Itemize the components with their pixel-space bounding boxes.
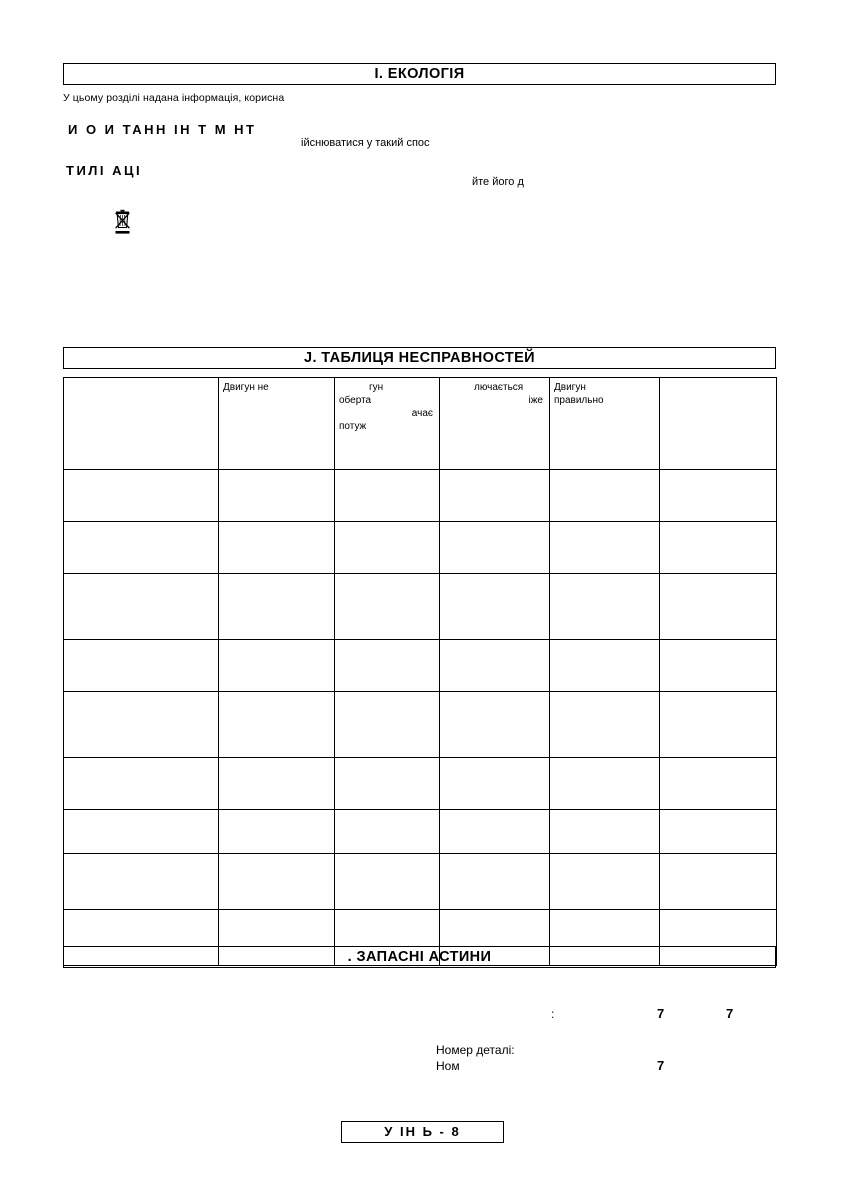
table-cell xyxy=(440,640,550,692)
table-row xyxy=(64,758,777,810)
section-header-troubleshooting: J. ТАБЛИЦЯ НЕСПРАВНОСТЕЙ xyxy=(63,347,776,369)
table-cell xyxy=(335,810,440,854)
table-header-cell-engine-not-start: Двигун не xyxy=(219,378,335,470)
table-cell xyxy=(335,522,440,574)
table-row xyxy=(64,640,777,692)
table-row xyxy=(64,692,777,758)
table-cell xyxy=(219,854,335,910)
ecology-intro-text: У цьому розділі надана інформація, корисна xyxy=(63,92,285,104)
ecology-subheading-recycling: ТИЛІ АЦІ xyxy=(66,163,143,178)
table-cell xyxy=(64,640,219,692)
table-cell xyxy=(440,470,550,522)
table-cell xyxy=(550,522,660,574)
table-cell xyxy=(64,470,219,522)
table-cell xyxy=(550,758,660,810)
table-cell xyxy=(219,522,335,574)
table-cell xyxy=(550,810,660,854)
table-cell xyxy=(219,758,335,810)
table-cell xyxy=(440,692,550,758)
table-cell xyxy=(660,810,777,854)
table-row xyxy=(64,854,777,910)
section-header-ecology: I. ЕКОЛОГІЯ xyxy=(63,63,776,85)
table-header-row xyxy=(64,378,777,470)
table-cell xyxy=(64,854,219,910)
table-cell xyxy=(335,854,440,910)
table-cell xyxy=(660,522,777,574)
table-header-cell-engine-runs-correctly: Двигун правильно xyxy=(550,378,660,470)
spare-parts-part-number-label: Номер деталі: xyxy=(436,1043,515,1057)
ecology-body-line-2: йте його д xyxy=(472,176,524,188)
table-cell xyxy=(64,522,219,574)
table-cell xyxy=(219,810,335,854)
table-cell xyxy=(440,810,550,854)
table-cell xyxy=(660,758,777,810)
table-cell xyxy=(550,854,660,910)
table-cell xyxy=(440,574,550,640)
table-row xyxy=(64,522,777,574)
table-header-cell-engine-power: гун оберта ачає потуж xyxy=(335,378,440,470)
footer-page-marker: У ІН Ь - 8 xyxy=(341,1121,504,1143)
table-cell xyxy=(335,470,440,522)
table-cell xyxy=(660,574,777,640)
table-row xyxy=(64,470,777,522)
table-cell xyxy=(660,692,777,758)
table-row xyxy=(64,574,777,640)
table-header-cell-symptom xyxy=(64,378,219,470)
spare-parts-value-2: 7 xyxy=(726,1006,734,1021)
table-cell xyxy=(335,574,440,640)
spare-parts-num-label: Ном xyxy=(436,1059,460,1073)
table-cell xyxy=(64,574,219,640)
table-cell xyxy=(550,692,660,758)
table-cell xyxy=(64,692,219,758)
table-cell xyxy=(440,854,550,910)
table-cell xyxy=(64,758,219,810)
table-row xyxy=(64,810,777,854)
table-cell xyxy=(440,522,550,574)
table-cell xyxy=(219,574,335,640)
table-cell xyxy=(219,640,335,692)
section-header-spare-parts: . ЗАПАСНІ АСТИНИ xyxy=(63,946,776,968)
spare-parts-value-3: 7 xyxy=(657,1058,665,1073)
table-cell xyxy=(660,470,777,522)
table-cell xyxy=(219,692,335,758)
table-cell xyxy=(440,758,550,810)
table-cell xyxy=(64,810,219,854)
table-cell xyxy=(335,692,440,758)
table-cell xyxy=(660,854,777,910)
spare-parts-value-1: 7 xyxy=(657,1006,665,1021)
crossed-out-wheelie-bin-icon xyxy=(112,209,136,239)
ecology-subheading-disposal: И О И ТАНН ІН Т М НТ xyxy=(68,122,257,137)
ecology-body-line-1: ійснюватися у такий спос xyxy=(301,137,430,149)
table-cell xyxy=(660,640,777,692)
table-cell xyxy=(335,758,440,810)
troubleshooting-table xyxy=(63,377,777,966)
table-header-cell-remedy xyxy=(660,378,777,470)
table-cell xyxy=(335,640,440,692)
spare-parts-colon: : xyxy=(551,1007,555,1021)
table-cell xyxy=(219,470,335,522)
table-header-cell-engine-overheat: лючається іже xyxy=(440,378,550,470)
table-cell xyxy=(550,640,660,692)
table-cell xyxy=(550,574,660,640)
table-cell xyxy=(550,470,660,522)
